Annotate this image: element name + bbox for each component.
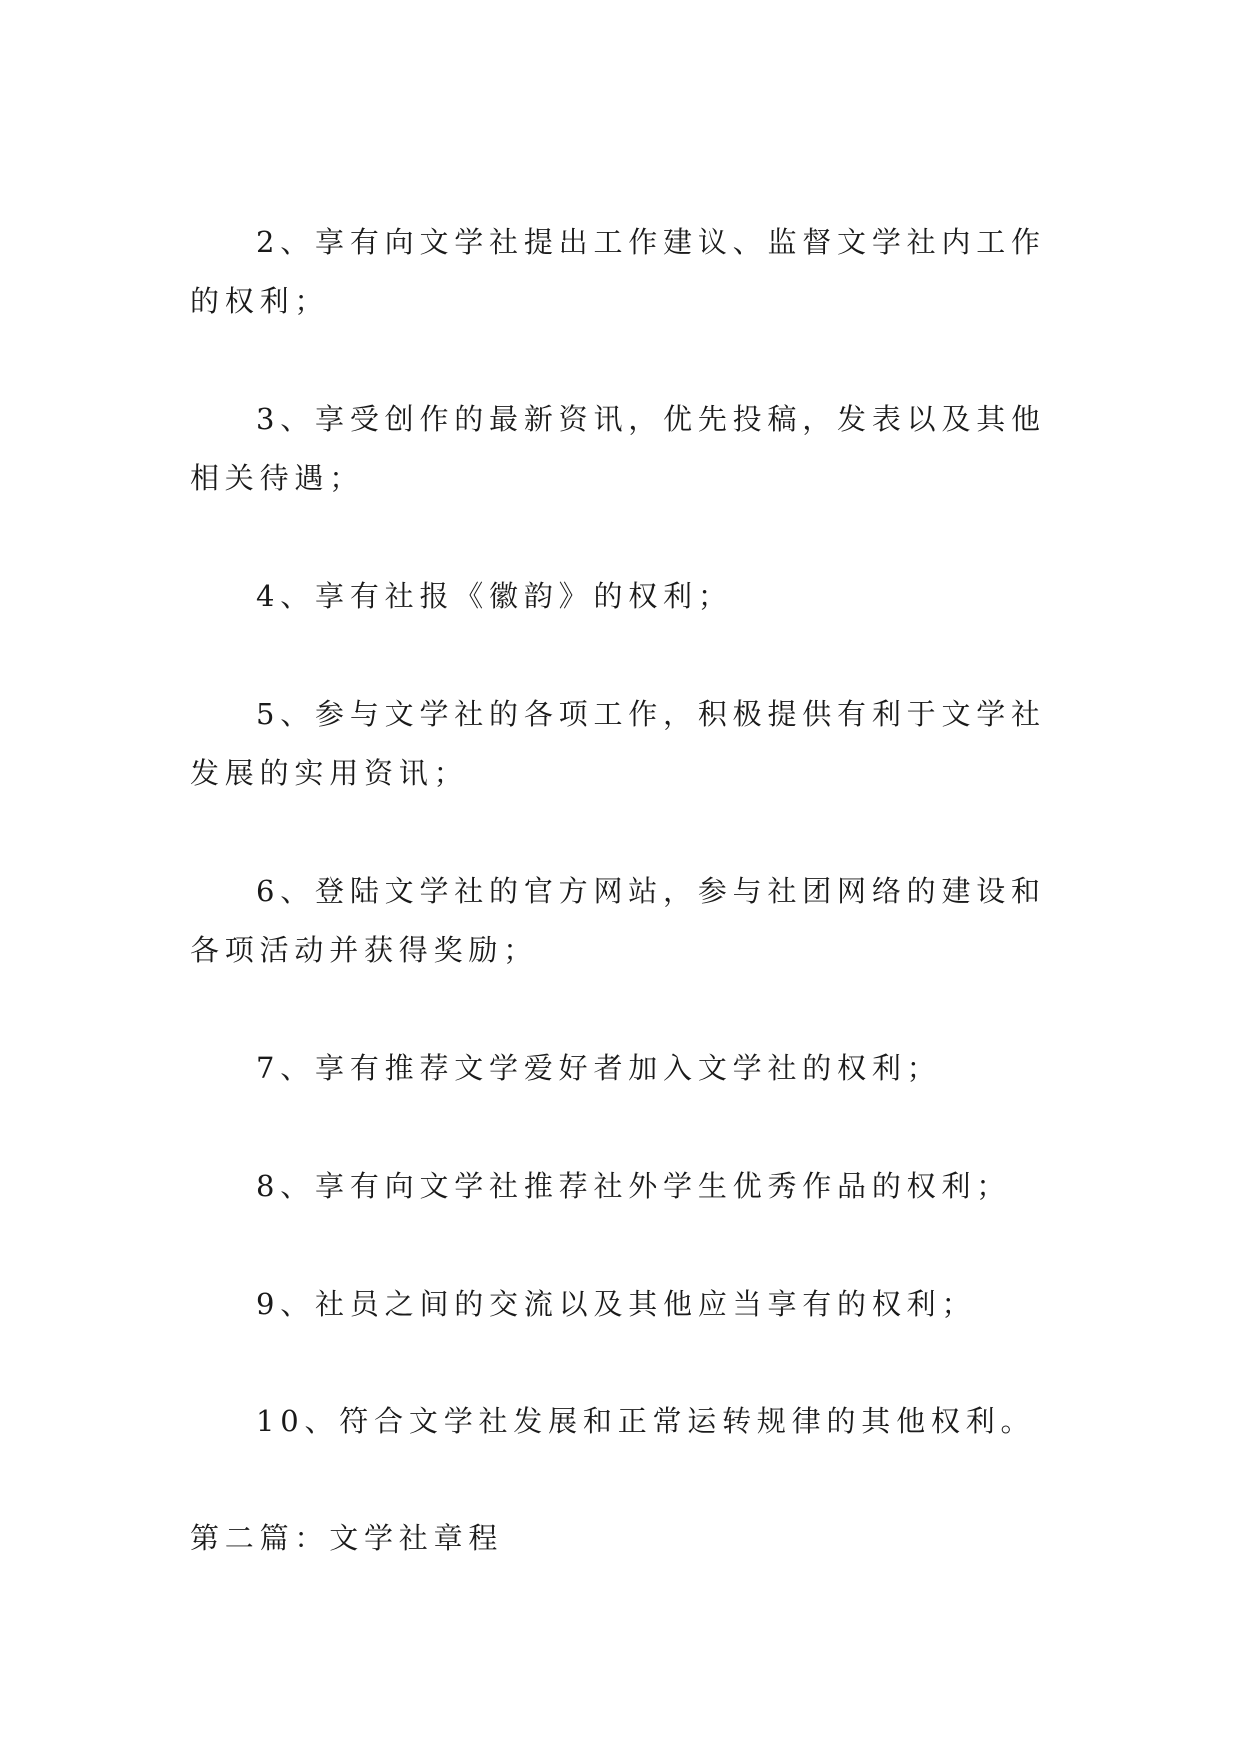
rights-item-8: 8、享有向文学社推荐社外学生优秀作品的权利； [256,1169,1012,1203]
rights-item-2: 2、享有向文学社提出工作建议、监督文学社内工作的权利； [190,225,1046,318]
rights-item-5: 5、参与文学社的各项工作，积极提供有利于文学社发展的实用资讯； [190,697,1046,790]
rights-item-6: 6、登陆文学社的官方网站，参与社团网络的建设和各项活动并获得奖励； [190,874,1046,967]
section-heading: 第二篇：文学社章程 [190,1521,504,1555]
rights-item-4: 4、享有社报《徽韵》的权利； [256,579,733,613]
rights-item-10: 10、符合文学社发展和正常运转规律的其他权利。 [256,1404,1036,1438]
rights-item-7: 7、享有推荐文学爱好者加入文学社的权利； [256,1051,942,1085]
rights-item-3: 3、享受创作的最新资讯，优先投稿，发表以及其他相关待遇； [190,402,1046,495]
rights-item-9: 9、社员之间的交流以及其他应当享有的权利； [256,1287,977,1321]
